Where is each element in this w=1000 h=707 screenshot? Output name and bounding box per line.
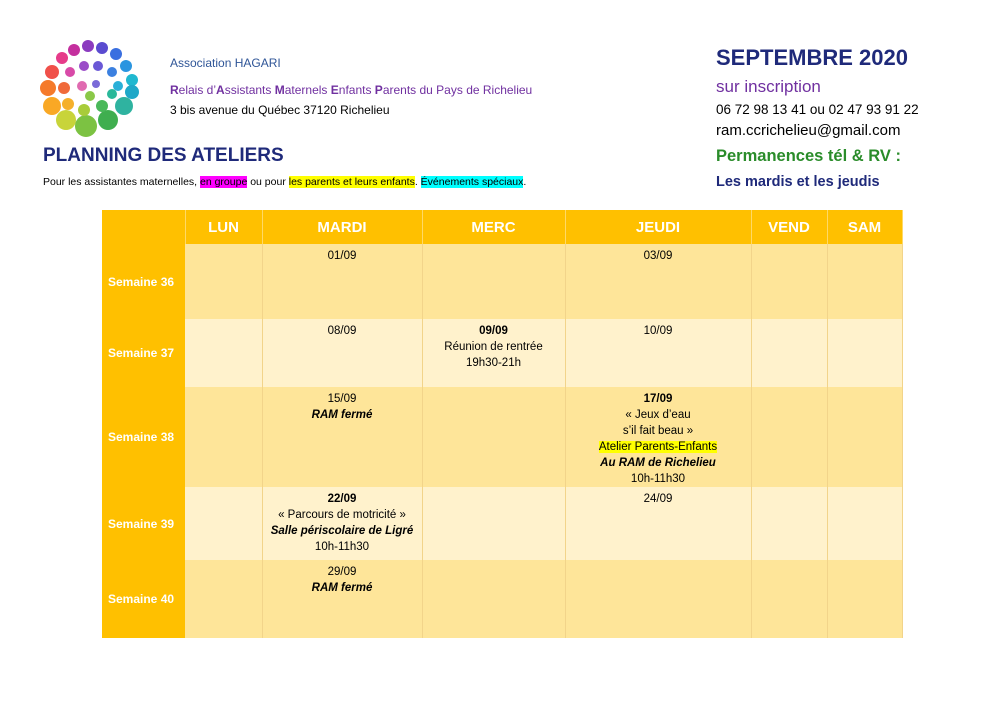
color-legend	[43, 176, 526, 188]
day-cell	[422, 387, 565, 487]
association-full-name	[170, 83, 532, 97]
cell-line: RAM fermé	[311, 409, 373, 421]
planning-table	[102, 210, 903, 638]
full-name-part: R	[170, 83, 179, 97]
logo-sphere	[125, 85, 139, 99]
column-header: MERC	[422, 210, 565, 244]
day-cell	[751, 560, 827, 638]
day-cell	[185, 319, 262, 387]
legend-special: Événements spéciaux	[420, 176, 524, 188]
cell-line: 10h-11h30	[630, 473, 686, 485]
logo-sphere	[40, 80, 56, 96]
day-cell	[262, 244, 422, 319]
phone-numbers: 06 72 98 13 41 ou 02 47 93 91 22	[716, 102, 919, 117]
day-cell	[751, 244, 827, 319]
logo-sphere	[93, 61, 103, 71]
cell-line: 09/09	[479, 325, 508, 337]
legend-sep: .	[414, 176, 421, 188]
table-row	[102, 487, 902, 560]
day-cell	[185, 387, 262, 487]
logo-sphere	[107, 67, 117, 77]
logo-sphere	[68, 44, 80, 56]
day-cell	[422, 244, 565, 319]
inscription-note: sur inscription	[716, 77, 821, 96]
cell-line: 08/09	[327, 325, 357, 337]
cell-line: 10h-11h30	[314, 541, 370, 553]
cell-line: 22/09	[327, 493, 357, 505]
cell-line: 29/09	[327, 566, 357, 578]
cell-line: RAM fermé	[311, 582, 373, 594]
day-cell	[185, 244, 262, 319]
logo-sphere	[56, 110, 76, 130]
logo-sphere	[92, 80, 100, 88]
day-cell	[565, 560, 751, 638]
logo-sphere	[96, 100, 108, 112]
column-header: JEUDI	[565, 210, 751, 244]
table-row	[102, 319, 902, 387]
cell-line: 01/09	[327, 250, 357, 262]
week-label: Semaine 36	[102, 244, 185, 319]
cell-line: Salle périscolaire de Ligré	[270, 525, 414, 537]
logo-sphere	[58, 82, 70, 94]
cell-line: « Parcours de motricité »	[278, 509, 406, 521]
logo-sphere	[77, 81, 87, 91]
permanences-days: Les mardis et les jeudis	[716, 174, 880, 190]
day-cell	[565, 244, 751, 319]
logo-sphere	[79, 61, 89, 71]
day-cell	[262, 319, 422, 387]
logo-sphere	[126, 74, 138, 86]
month-title: SEPTEMBRE 2020	[716, 45, 908, 70]
day-cell	[565, 387, 751, 487]
legend-parents: les parents et leurs enfants	[288, 176, 415, 188]
cell-line: s’il fait beau »	[622, 425, 694, 437]
association-name: Association HAGARI	[170, 56, 281, 70]
day-cell	[565, 487, 751, 560]
column-header: MARDI	[262, 210, 422, 244]
logo-sphere	[85, 91, 95, 101]
full-name-part: P	[374, 83, 383, 97]
logo-sphere	[113, 81, 123, 91]
logo-sphere	[96, 42, 108, 54]
day-cell	[422, 487, 565, 560]
week-label: Semaine 39	[102, 487, 185, 560]
logo-sphere	[98, 110, 118, 130]
cell-line: Au RAM de Richelieu	[600, 457, 716, 469]
cell-line: « Jeux d’eau	[625, 409, 691, 421]
day-cell	[751, 319, 827, 387]
logo-sphere	[62, 98, 74, 110]
cell-line: 17/09	[643, 393, 673, 405]
week-label: Semaine 40	[102, 560, 185, 638]
full-name-part: A	[216, 83, 225, 97]
full-name-part: ssistants	[224, 83, 275, 97]
full-name-part: aternels	[284, 83, 331, 97]
day-cell	[827, 487, 902, 560]
logo-sphere	[65, 67, 75, 77]
day-cell	[185, 560, 262, 638]
day-cell	[262, 387, 422, 487]
cell-line: 24/09	[643, 493, 673, 505]
cell-line: Réunion de rentrée	[444, 341, 543, 353]
email-address: ram.ccrichelieu@gmail.com	[716, 122, 901, 139]
day-cell	[422, 560, 565, 638]
logo-sphere	[120, 60, 132, 72]
table-row	[102, 560, 902, 638]
day-cell	[751, 387, 827, 487]
day-cell	[565, 319, 751, 387]
logo-sphere	[45, 65, 59, 79]
day-cell	[827, 244, 902, 319]
association-address: 3 bis avenue du Québec 37120 Richelieu	[170, 103, 390, 117]
column-header	[102, 210, 185, 244]
table-row	[102, 387, 902, 487]
full-name-part: elais d’	[178, 83, 217, 97]
column-header: LUN	[185, 210, 262, 244]
table-header-row	[102, 210, 902, 244]
day-cell	[827, 387, 902, 487]
day-cell	[422, 319, 565, 387]
logo-sphere	[43, 97, 61, 115]
legend-suffix: .	[523, 176, 527, 188]
cell-line: 19h30-21h	[466, 357, 521, 369]
cell-line: Atelier Parents-Enfants	[598, 441, 718, 453]
day-cell	[827, 560, 902, 638]
day-cell	[185, 487, 262, 560]
legend-prefix: Pour les assistantes maternelles,	[43, 176, 200, 188]
day-cell	[262, 560, 422, 638]
logo-sphere	[115, 97, 133, 115]
column-header: VEND	[751, 210, 827, 244]
logo-sphere	[78, 104, 90, 116]
day-cell	[751, 487, 827, 560]
logo-sphere	[110, 48, 122, 60]
full-name-part: E	[330, 83, 339, 97]
cell-line: 15/09	[327, 393, 357, 405]
day-cell	[262, 487, 422, 560]
full-name-part: nfants	[338, 83, 375, 97]
logo-sphere	[75, 115, 97, 137]
legend-mid: ou pour	[247, 176, 289, 188]
week-label: Semaine 37	[102, 319, 185, 387]
legend-group: en groupe	[200, 176, 248, 188]
full-name-part: arents du Pays de Richelieu	[382, 83, 533, 97]
logo-sphere	[82, 40, 94, 52]
page-title: PLANNING DES ATELIERS	[43, 145, 284, 166]
cell-line: 03/09	[643, 250, 673, 262]
permanences-heading: Permanences tél & RV :	[716, 147, 901, 165]
day-cell	[827, 319, 902, 387]
hagari-logo	[38, 36, 158, 140]
cell-line: 10/09	[643, 325, 673, 337]
logo-sphere	[107, 89, 117, 99]
week-label: Semaine 38	[102, 387, 185, 487]
logo-sphere	[56, 52, 68, 64]
column-header: SAM	[827, 210, 902, 244]
table-row	[102, 244, 902, 319]
full-name-part: M	[274, 83, 285, 97]
